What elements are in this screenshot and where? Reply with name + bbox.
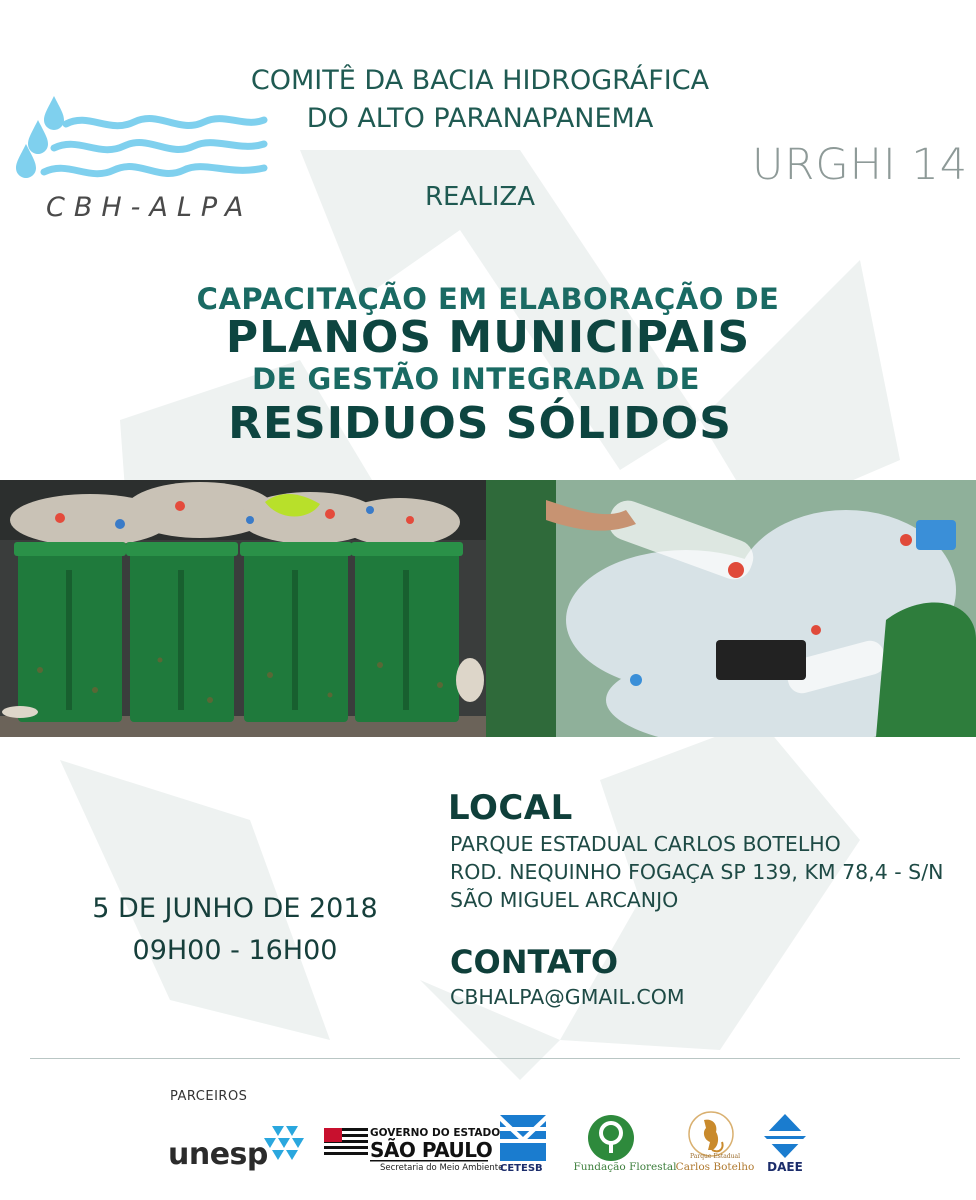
unesp-logo-text: unesp xyxy=(168,1137,268,1172)
address-line-1: PARQUE ESTADUAL CARLOS BOTELHO xyxy=(450,832,841,856)
title-line-1: CAPACITAÇÃO EM ELABORAÇÃO DE xyxy=(196,282,780,316)
contact-email[interactable]: CBHALPA@GMAIL.COM xyxy=(450,985,685,1009)
fundacao-tree-icon xyxy=(586,1113,636,1163)
realiza-label: REALIZA xyxy=(424,182,536,212)
title-line-3: DE GESTÃO INTEGRADA DE xyxy=(252,362,700,396)
daee-icon xyxy=(760,1112,810,1160)
sp-logo-secretaria: Secretaria do Meio Ambiente xyxy=(380,1163,504,1173)
carlos-botelho-logo-text: Carlos Botelho xyxy=(675,1161,755,1173)
local-heading: LOCAL xyxy=(448,788,573,828)
urghi-label: URGHI 14 xyxy=(752,140,969,190)
waste-bins-photo xyxy=(0,480,486,737)
sp-logo-name: SÃO PAULO xyxy=(370,1138,493,1162)
address-line-3: SÃO MIGUEL ARCANJO xyxy=(450,888,679,912)
title-line-2: PLANOS MUNICIPAIS xyxy=(225,312,751,363)
logo-text: CBH-ALPA xyxy=(46,192,253,223)
cetesb-icon xyxy=(496,1113,554,1163)
fundacao-logo-text: Fundação Florestal xyxy=(573,1161,677,1173)
address-line-2: ROD. NEQUINHO FOGAÇA SP 139, KM 78,4 - S/N xyxy=(450,860,944,884)
contato-heading: CONTATO xyxy=(450,943,619,981)
cetesb-logo-text: CETESB xyxy=(500,1163,543,1174)
sp-logo-top: GOVERNO DO ESTADO xyxy=(370,1127,501,1139)
plastic-recycling-photo xyxy=(486,480,976,737)
event-time: 09H00 - 16H00 xyxy=(132,935,338,966)
organization-name xyxy=(220,62,740,138)
address xyxy=(450,830,943,914)
event-date: 5 DE JUNHO DE 2018 xyxy=(92,893,378,924)
event-date-time xyxy=(60,888,410,972)
daee-logo-text: DAEE xyxy=(767,1160,803,1174)
title-line-4: RESIDUOS SÓLIDOS xyxy=(228,398,732,449)
org-line-2: DO ALTO PARANAPANEMA xyxy=(306,103,654,134)
carlos-botelho-small-text: Parque Estadual xyxy=(689,1153,741,1160)
partners-label: PARCEIROS xyxy=(170,1089,248,1104)
org-line-1: COMITÊ DA BACIA HIDROGRÁFICA xyxy=(250,65,710,96)
footer-divider xyxy=(30,1058,960,1059)
